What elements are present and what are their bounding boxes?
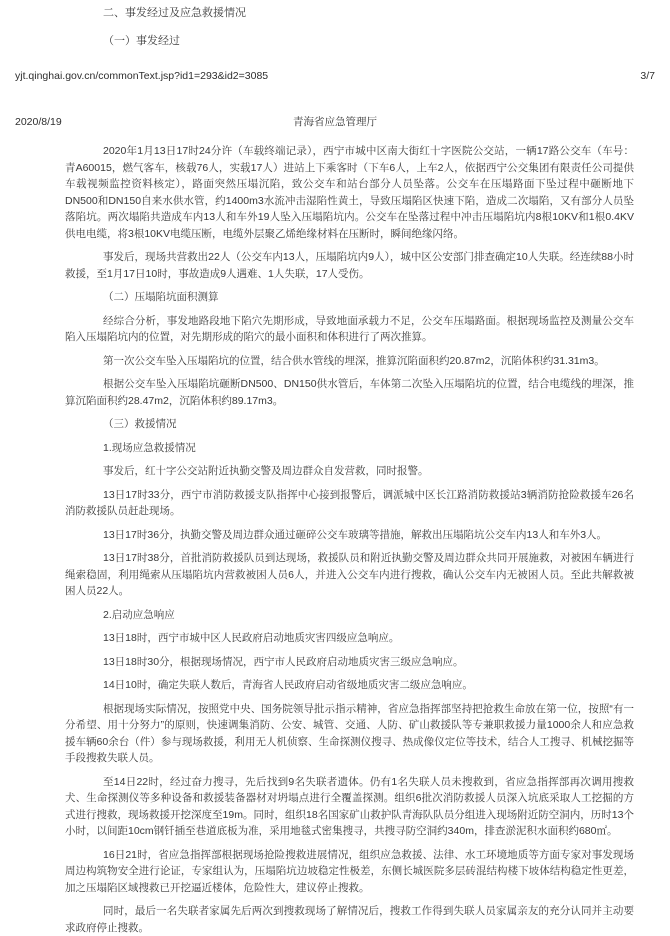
paragraph: 事发后，现场共营救出22人（公交车内13人，压塌陷坑内9人），城中区公安部门排查确定10人失联。经连续88小时救援，至1月17日10时，事故造成9人遇难、1人失联，17人受伤。 — [65, 251, 634, 280]
paragraph: 13日17时33分，西宁市消防救援支队指挥中心接到报警后，调派城中区长江路消防救援站3辆消防抢险救援车26名消防救援队员赶赴现场。 — [65, 488, 634, 517]
paragraph: 根据现场实际情况，按照党中央、国务院领导批示指示精神，省应急指挥部坚持把抢救生命放在第一位，按照“有一分希望、用十分努力”的原则，快速调集消防、公安、城管、交通、人防、矿山救援队等专兼职救援力量1000余人和应急救援车辆60余台（件）参与现场救援，利用无人机侦察、生命探测仪搜寻、热成像仪定位等技术，结合人工搜寻、机械挖掘等手段搜救失联人员。 — [65, 702, 634, 764]
paragraph: 2020年1月13日17时24分许（车载终端记录），西宁市城中区南大街红十字医院公交站，一辆17路公交车（车号：青A60015，燃气客车，核载76人，实载17人）进站上下乘客时（下车6人，上车2人，依据西宁公交集团有限责任公司提供车载视频监控资料核定），路面突然压塌沉陷，致公交车和站台部分人员坠落。公交车在压塌路面下坠过程中砸断地下DN500和DN150自来水供水管，约1400m3水流冲击湿陷性黄土，导致压塌陷区快速下陷，造成二次塌陷，又有部分人员坠落陷坑。两次塌陷共造成车内13人和车外19人坠入压塌陷坑内。公交车在坠落过程中冲击压塌陷坑内8根10KV和1根0.4KV供电电缆，将3根10KV电缆压断，电缆外层聚乙烯绝缘材料在压断时，瞬间绝缘闪络。 — [65, 145, 634, 240]
list-heading: 1.现场应急救援情况 — [103, 441, 196, 454]
page-number: 3/7 — [640, 70, 655, 82]
paragraph: 经综合分析，事发地路段地下陷穴先期形成，导致地面承载力不足，公交车压塌路面。根据现场监控及测量公交车陷入压塌陷坑内的位置，对先期形成的陷穴的最小面积和体积进行了两次推算。 — [65, 314, 634, 343]
paragraph: 同时，最后一名失联者家属先后两次到搜救现场了解情况后，搜救工作得到失联人员家属亲友的充分认同并主动要求政府停止搜救。 — [65, 905, 634, 934]
paragraph: 13日18时30分，根据现场情况，西宁市人民政府启动地质灾害三级应急响应。 — [103, 655, 464, 668]
paragraph: 13日18时，西宁市城中区人民政府启动地质灾害四级应急响应。 — [103, 632, 400, 644]
list-heading: 2.启动应急响应 — [103, 608, 175, 621]
paragraph: 13日17时38分，首批消防救援队员到达现场，救援队员和附近执勤交警及周边群众共同开展施救，对被困车辆进行绳索稳固，利用绳索从压塌陷坑内营救被困人员6人，并进入公交车内进行搜救，确认公交车内无被困人员。至此共解救被困人员22人。 — [65, 552, 634, 597]
page-url: yjt.qinghai.gov.cn/commonText.jsp?id1=293&id2=3085 — [15, 70, 269, 82]
print-date: 2020/8/19 — [15, 116, 62, 128]
paragraph: 16日21时，省应急指挥部根据现场抢险搜救进展情况，组织应急救援、法律、水工环境地质等方面专家对事发现场周边构筑物安全进行论证，专家组认为，压塌陷坑边坡稳定性极差，东侧长城医院多层砖混结构楼下坡体结构稳定性更差，加之压塌陷区域搜救已开挖逼近楼体，危险性大，建议停止搜救。 — [65, 848, 634, 894]
section-heading: 二、事发经过及应急救援情况 — [103, 7, 246, 19]
print-header-bar — [15, 115, 655, 129]
paragraph: 根据公交车坠入压塌陷坑砸断DN500、DN150供水管后，车体第二次坠入压塌陷坑的位置，结合电缆线的埋深，推算沉陷面积约28.47m2，沉陷体积约89.17m3。 — [65, 378, 634, 407]
subsection-heading: （二）压塌陷坑面积测算 — [103, 291, 219, 303]
print-footer-bar — [15, 69, 655, 83]
document-body — [65, 143, 634, 936]
subsection-heading: （一）事发经过 — [103, 35, 180, 47]
subsection-heading: （三）救援情况 — [103, 418, 177, 430]
paragraph: 14日10时，确定失联人数后，青海省人民政府启动省级地质灾害二级应急响应。 — [103, 679, 473, 691]
paragraph: 13日17时36分，执勤交警及周边群众通过砸碎公交车玻璃等措施，解救出压塌陷坑公交车内13人和车外3人。 — [103, 528, 608, 541]
paragraph: 至14日22时，经过奋力搜寻，先后找到9名失联者遗体。仍有1名失联人员未搜救到，省应急指挥部再次调用搜救犬、生命探测仪等多种设备和救援装备器材对坍塌点进行全覆盖探测。组织6批次消防救援人员深入坑底采取人工挖掘的方式进行搜救，现场救援开挖深度至19m。同时，组织18名国家矿山救护队青海队队员分组进入现场附近防空洞内，历时13个小时，以间距10cm钢钎插至巷道底板为准，采用地毯式密集搜寻，共搜寻防空洞约340m，排查淤泥积水面积约680㎡。 — [65, 775, 634, 837]
document-title: 青海省应急管理厅 — [293, 116, 377, 128]
prev-page-tail — [65, 0, 632, 49]
paragraph: 第一次公交车坠入压塌陷坑的位置，结合供水管线的埋深，推算沉陷面积约20.87m2，沉陷体积约31.31m3。 — [103, 354, 605, 367]
paragraph: 事发后，红十字公交站附近执勤交警及周边群众自发营救，同时报警。 — [103, 465, 429, 477]
